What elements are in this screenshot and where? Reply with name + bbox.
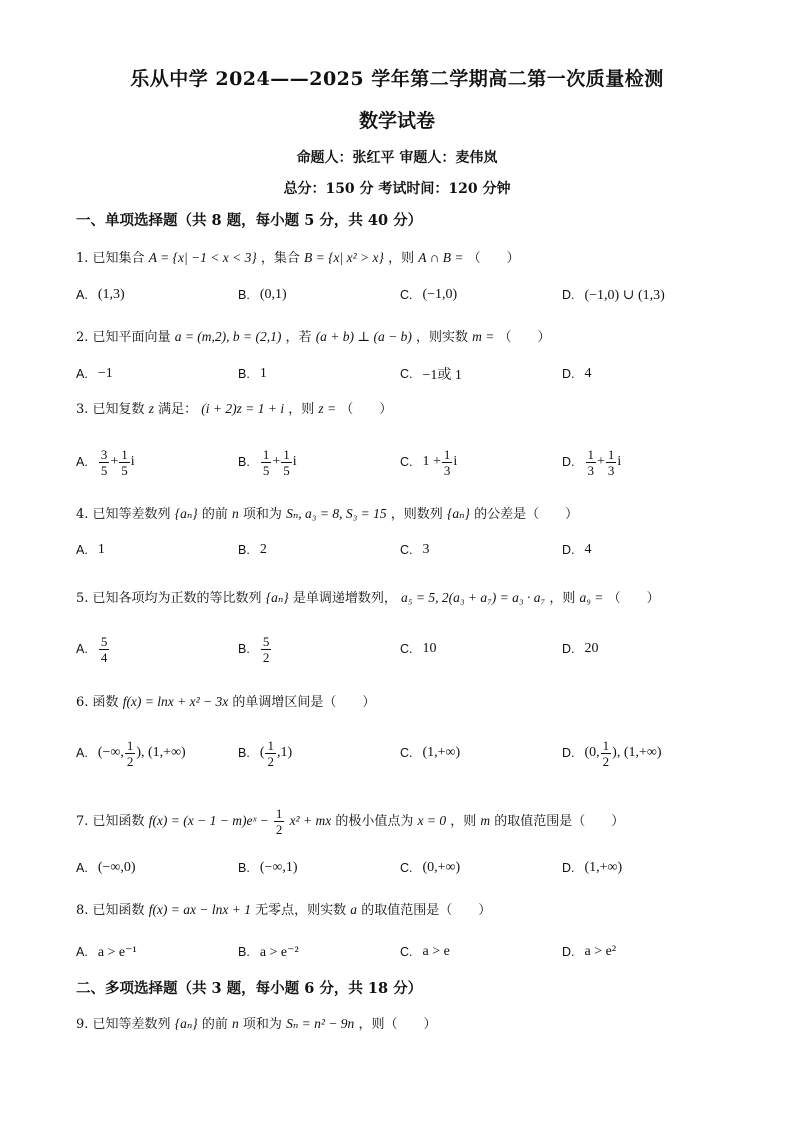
q1-options [76,275,716,315]
option-label: D. [562,861,575,875]
q3-blank: （ ） [340,402,393,417]
numerator: 1 [607,446,615,462]
question-7 [76,806,624,837]
q5-option-b[interactable] [238,629,272,669]
option-label: C. [400,861,413,875]
option-value: a > e⁻¹ [97,944,137,960]
option-value: 10 [422,641,437,656]
q8-text-e: 的取值范围是（ ） [361,903,492,918]
q1-set-b: B = {x| x² > x} [304,250,384,265]
question-3 [76,400,392,419]
option-label: D. [562,746,575,760]
q6-option-b[interactable] [238,733,292,773]
option-label: D. [562,288,575,302]
numerator: 1 [283,446,290,462]
option-label: A. [76,945,88,959]
q5-options [76,629,716,669]
option-label: B. [238,945,250,959]
q2-option-c[interactable] [400,354,462,394]
q3-text-e: ，则 [288,402,315,417]
denominator: 5 [121,462,128,478]
option-label: C. [400,543,413,557]
q2-condition: (a + b) ⊥ (a − b) [315,329,412,344]
denominator: 2 [126,753,134,769]
option-value: (1,3) [97,287,125,302]
q7-x0: x = 0 [417,813,447,828]
option-value: (1,+∞) [584,860,623,875]
q1-intersection: A ∩ B = [418,250,464,265]
q2-option-b[interactable] [238,354,267,394]
question-9 [76,1015,436,1034]
q9-text-g: ，则（ ） [358,1017,437,1032]
denominator: 4 [100,649,108,665]
interval-right: ,1) [276,745,293,760]
q5-a9: a₉ = [579,590,604,605]
option-value: 1 [259,366,267,381]
option-label: D. [562,945,575,959]
q8-option-a[interactable] [76,932,137,972]
q6-text-c: 的单调增区间是（ ） [232,695,376,710]
q2-text-e: ，则实数 [415,330,468,345]
q7-function-tail: x² + mx [289,813,332,828]
denominator: 5 [262,462,270,478]
q9-text-a: 9. 已知等差数列 [76,1017,171,1032]
fraction [119,447,130,478]
option-label: A. [76,746,88,760]
option-value: a > e [422,944,450,959]
q1-set-a: A = {x| −1 < x < 3} [148,250,257,265]
option-label: C. [400,642,413,656]
option-value: (−1,0) [422,287,458,302]
option-label: A. [76,543,88,557]
q2-option-d[interactable] [562,354,592,394]
fraction [274,806,285,837]
option-label: D. [562,543,575,557]
q7-text-a: 7. 已知函数 [76,814,145,829]
q9-text-e: 项和为 [242,1017,282,1032]
q5-text-c: 是单调递增数列， [292,591,397,606]
q3-option-d[interactable] [562,442,621,482]
q5-text-e: ，则 [549,591,576,606]
fraction [125,738,136,769]
q4-options [76,530,716,570]
q3-text-a: 3. 已知复数 [76,402,145,417]
option-prefix: 1 + [422,454,441,469]
q4-text-c: 的前 [201,507,228,522]
numerator: 1 [602,737,610,753]
fraction [586,447,597,478]
numerator: 3 [100,446,108,462]
fraction [261,447,272,478]
fraction [442,447,453,478]
option-label: B. [238,861,250,875]
section-heading-single-choice: 一、单项选择题（共 8 题，每小题 5 分，共 40 分） [76,212,423,229]
option-value: 3 [422,542,430,557]
q6-option-d[interactable] [562,733,662,773]
q5-option-a[interactable] [76,629,110,669]
option-label: C. [400,746,413,760]
fraction [99,634,110,665]
q5-text-a: 5. 已知各项均为正数的等比数列 [76,591,262,606]
q8-option-c[interactable] [400,932,450,972]
option-label: B. [238,455,250,469]
question-4 [76,505,578,524]
q3-equation: (i + 2)z = 1 + i [201,401,285,416]
imag-unit: i [130,454,135,469]
q4-option-a[interactable] [76,530,105,570]
option-value: (1,+∞) [422,745,461,760]
interval-right: ), (1,+∞) [136,745,186,760]
q5-blank: （ ） [607,591,660,606]
q2-m: m = [472,329,495,344]
option-label: D. [562,367,575,381]
q2-option-a[interactable] [76,354,113,394]
interval-left: ( [259,745,265,760]
fraction [606,447,617,478]
q3-z: z [148,401,154,416]
question-5 [76,589,660,608]
section-heading-multiple-choice: 二、多项选择题（共 3 题，每小题 6 分，共 18 分） [76,980,423,997]
q7-function: f(x) = (x − 1 − m)eˣ − [148,813,269,828]
q4-text-i: 的公差是（ ） [474,507,579,522]
option-value: −1 [97,366,113,381]
option-value: (0,1) [259,287,287,302]
numerator: 1 [443,446,451,462]
q1-option-c[interactable] [400,275,457,315]
q9-seq: {aₙ} [174,1016,198,1031]
q1-blank: （ ） [467,251,520,266]
fraction [261,634,272,665]
option-label: A. [76,367,88,381]
exam-info: 总分：150 分 考试时间：120 分钟 [283,181,511,197]
question-8 [76,901,491,920]
numerator: 1 [267,737,274,753]
q3-option-b[interactable] [238,442,297,482]
imag-unit: i [292,454,297,469]
q7-options [76,848,716,888]
interval-left: (−∞, [97,745,124,760]
option-value: a > e² [584,944,617,959]
denominator: 2 [262,649,270,665]
q7-option-a[interactable] [76,848,136,888]
imag-unit: i [617,454,622,469]
fraction [601,738,612,769]
q4-option-c[interactable] [400,530,430,570]
denominator: 2 [267,753,274,769]
option-label: C. [400,455,413,469]
option-value: 4 [584,366,592,381]
interval-right: ), (1,+∞) [612,745,662,760]
q5-option-c[interactable] [400,629,437,669]
q1-option-a[interactable] [76,275,125,315]
q5-conditions: a₅ = 5, 2(a₃ + a₇) = a₃ · a₇ [401,590,546,605]
q1-text-e: ，则 [388,251,415,266]
option-value: −1或 1 [422,368,462,383]
denominator: 2 [275,822,283,837]
q3-option-c[interactable] [400,442,457,482]
q3-z-eq: z = [318,401,337,416]
numerator: 5 [262,633,270,649]
fraction [99,447,110,478]
denominator: 5 [100,462,108,478]
q7-m: m [480,813,491,828]
option-value: (−1,0) ∪ (1,3) [584,287,665,303]
option-label: A. [76,455,88,469]
q1-option-b[interactable] [238,275,287,315]
option-label: B. [238,367,250,381]
question-1 [76,249,520,268]
denominator: 3 [587,462,594,478]
q3-text-c: 满足： [158,402,198,417]
q8-function: f(x) = ax − lnx + 1 [148,902,251,917]
question-2 [76,328,551,347]
q6-option-c[interactable] [400,733,460,773]
q6-option-a[interactable] [76,733,186,773]
exam-subject: 数学试卷 [358,110,435,132]
q5-option-d[interactable] [562,629,599,669]
q4-option-b[interactable] [238,530,267,570]
q1-text-c: ，集合 [260,251,300,266]
numerator: 1 [262,446,270,462]
option-label: A. [76,288,88,302]
interval-left: (0, [584,745,600,760]
q2-options [76,354,716,394]
numerator: 1 [275,806,283,821]
q3-option-a[interactable] [76,442,135,482]
plus-sign: + [272,454,281,469]
option-label: A. [76,861,88,875]
option-label: D. [562,642,575,656]
option-value: (0,+∞) [422,860,461,875]
q6-options [76,733,716,773]
plus-sign: + [597,454,605,469]
option-label: B. [238,746,250,760]
q2-text-a: 2. 已知平面向量 [76,330,171,345]
option-value: 20 [584,641,599,656]
question-6 [76,693,375,712]
q8-option-d[interactable] [562,932,616,972]
q6-function: f(x) = lnx + x² − 3x [122,694,229,709]
q4-seq: {aₙ} [174,506,198,521]
option-label: A. [76,642,88,656]
option-label: C. [400,367,413,381]
option-label: B. [238,642,250,656]
denominator: 5 [283,462,290,478]
q7-text-g: ，则 [450,814,477,829]
option-label: C. [400,288,413,302]
option-value: 1 [97,542,105,557]
numerator: 1 [587,446,594,462]
q4-text-g: ，则数列 [390,507,443,522]
fraction [265,738,276,769]
option-label: B. [238,543,250,557]
q2-vectors: a = (m,2), b = (2,1) [174,329,282,344]
denominator: 3 [443,462,451,478]
q4-text-a: 4. 已知等差数列 [76,507,171,522]
q4-option-d[interactable] [562,530,592,570]
imag-unit: i [453,454,458,469]
option-label: C. [400,945,413,959]
q7-option-d[interactable] [562,848,622,888]
fraction [281,447,292,478]
option-value: a > e⁻² [259,944,299,960]
q9-text-c: 的前 [201,1017,228,1032]
q8-option-b[interactable] [238,932,299,972]
exam-title: 乐从中学 2024——2025 学年第二学期高二第一次质量检测 [130,68,664,90]
q6-text-a: 6. 函数 [76,695,119,710]
q1-text-a: 1. 已知集合 [76,251,145,266]
q9-sum: Sₙ = n² − 9n [286,1016,355,1031]
q8-a: a [350,902,358,917]
q2-blank: （ ） [498,330,551,345]
q1-option-d[interactable] [562,275,665,315]
q7-option-b[interactable] [238,848,298,888]
q3-options [76,442,716,482]
q7-option-c[interactable] [400,848,460,888]
numerator: 1 [126,737,134,753]
q7-text-e: 的极小值点为 [335,814,414,829]
denominator: 3 [607,462,615,478]
numerator: 5 [100,633,108,649]
q8-options [76,932,716,972]
q5-seq: {aₙ} [265,590,289,605]
q4-text-e: 项和为 [242,507,282,522]
q7-text-i: 的取值范围是（ ） [494,814,625,829]
option-value: (−∞,1) [259,860,298,875]
q9-n: n [232,1016,239,1031]
option-value: 2 [259,542,267,557]
q4-conditions: Sₙ, a₃ = 8, S₃ = 15 [286,506,387,521]
exam-authors: 命题人：张红平 审题人：麦伟岚 [296,150,498,166]
denominator: 2 [602,753,610,769]
option-value: (−∞,0) [97,860,136,875]
q8-text-c: 无零点，则实数 [255,903,347,918]
q8-text-a: 8. 已知函数 [76,903,145,918]
numerator: 1 [121,446,128,462]
option-label: D. [562,455,575,469]
q4-seq-2: {aₙ} [446,506,470,521]
option-label: B. [238,288,250,302]
option-value: 4 [584,542,592,557]
plus-sign: + [110,454,119,469]
q2-text-c: ，若 [285,330,312,345]
q4-n: n [232,506,239,521]
